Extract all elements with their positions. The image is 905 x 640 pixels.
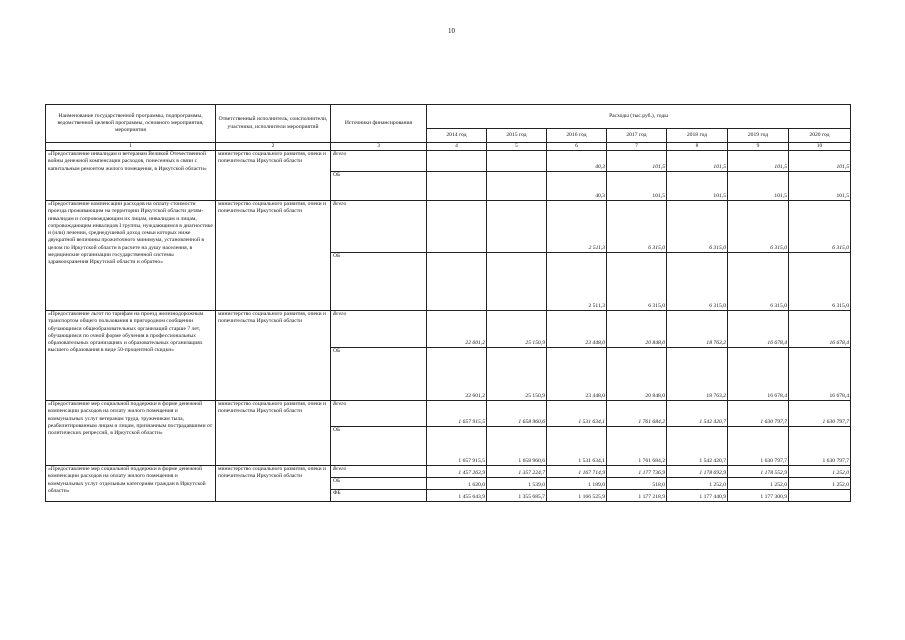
value-cell: 1 542 420,7: [667, 427, 728, 466]
header-expenses: Расходы (тыс.руб.), годы: [427, 105, 851, 129]
value-cell: 16 678,4: [789, 311, 851, 348]
funding-source: Всего: [331, 466, 427, 478]
column-index: 9: [728, 143, 789, 151]
value-cell: [487, 172, 547, 201]
value-cell: 1 761 684,2: [607, 427, 667, 466]
funding-source: ОБ: [331, 172, 427, 201]
value-cell: 20 848,0: [607, 348, 667, 401]
funding-source: Всего: [331, 311, 427, 348]
header-name: Наименование государственной программы, подпрограммы, ведомственной целевой программы, основного мероприятия, мероприятия: [46, 105, 216, 143]
value-cell: 1 657 915,5: [427, 401, 487, 427]
value-cell: [487, 201, 547, 253]
header-executor: Ответственный исполнитель, соисполнители, участники, исполнители мероприятий: [216, 105, 331, 143]
value-cell: 1 657 915,5: [427, 427, 487, 466]
header-year: 2019 год: [728, 129, 789, 143]
value-cell: 1 658 960,6: [487, 401, 547, 427]
column-index: 2: [216, 143, 331, 151]
value-cell: 23 448,0: [547, 311, 607, 348]
table-row: [46, 201, 851, 253]
value-cell: 1 178 692,9: [667, 466, 728, 478]
value-cell: 25 150,9: [487, 348, 547, 401]
value-cell: 1 658 960,6: [487, 427, 547, 466]
measure-name: «Предоставление мер социальной поддержки в форме денежной компенсации расходов на оплату жилого помещения и коммунальных услуг ветеранам труда, труженикам тыла, реабилитированным лицам и лицам, признанным пострадавшими от политических репрессий, в Иркутской области»: [46, 401, 216, 466]
table-row: [46, 466, 851, 478]
table-row: [46, 401, 851, 427]
column-index: 1: [46, 143, 216, 151]
measure-executor: министерство социального развития, опеки и попечительства Иркутской области: [216, 311, 331, 401]
value-cell: 6 315,0: [607, 253, 667, 311]
value-cell: 6 315,0: [607, 201, 667, 253]
funding-source: ФБ: [331, 490, 427, 502]
value-cell: 20 848,0: [607, 311, 667, 348]
value-cell: [427, 201, 487, 253]
value-cell: 1 630 797,7: [728, 401, 789, 427]
value-cell: [427, 172, 487, 201]
value-cell: 518,0: [607, 478, 667, 490]
value-cell: 40,3: [547, 151, 607, 172]
value-cell: 1 630 797,7: [789, 427, 851, 466]
value-cell: 18 763,2: [667, 311, 728, 348]
value-cell: 1 355 685,7: [487, 490, 547, 502]
value-cell: 16 678,4: [728, 348, 789, 401]
value-cell: 6 315,0: [728, 253, 789, 311]
measure-executor: министерство социального развития, опеки и попечительства Иркутской области: [216, 401, 331, 466]
value-cell: 1 167 714,9: [547, 466, 607, 478]
funding-source: Всего: [331, 201, 427, 253]
measure-name: «Предоставление инвалидам и ветеранам Великой Отечественной войны денежной компенсации расходов, понесенных в связи с капитальным ремонтом жилого помещения, в Иркутской области»: [46, 151, 216, 201]
value-cell: 101,5: [789, 172, 851, 201]
funding-source: ОБ: [331, 478, 427, 490]
header-year: 2017 год: [607, 129, 667, 143]
value-cell: 1 177 440,9: [667, 490, 728, 502]
measure-name: «Предоставление льгот по тарифам на проезд железнодорожным транспортом общего пользования в пригородном сообщении обучающимся общеобразовательных организаций старше 7 лет, обучающимся по очной форме обучения в профессиональных образовательных организациях и образовательных организациях высшего образования в виде 50-процентной скидки»: [46, 311, 216, 401]
value-cell: 1 620,0: [427, 478, 487, 490]
value-cell: 1 539,0: [487, 478, 547, 490]
value-cell: 1 455 643,9: [427, 490, 487, 502]
header-year: 2020 год: [789, 129, 851, 143]
page-number: 10: [448, 27, 455, 35]
table-row: [46, 311, 851, 348]
measure-executor: министерство социального развития, опеки и попечительства Иркутской области: [216, 151, 331, 201]
value-cell: 16 678,4: [789, 348, 851, 401]
value-cell: 101,5: [607, 172, 667, 201]
value-cell: [789, 490, 851, 502]
value-cell: 25 150,9: [487, 311, 547, 348]
header-year: 2016 год: [547, 129, 607, 143]
value-cell: 40,3: [547, 172, 607, 201]
measure-executor: министерство социального развития, опеки и попечительства Иркутской области: [216, 201, 331, 311]
value-cell: 1 177 736,9: [607, 466, 667, 478]
measure-name: «Предоставление компенсации расходов на оплату стоимости проезда проживающим на территории Иркутской области детям-инвалидам и сопровождающим их лицам, инвалидам и лицам, сопровождающим инвалидов I группы, нуждающимся в диагностике и (или) лечении, среднедушевой доход семьи которых ниже двукратной величины прожиточного минимума, установленной в целом по Иркутской области в расчете на душу населения, в медицинские организации государственной системы здравоохранения Иркутской области и обратно»: [46, 201, 216, 311]
value-cell: 22 601,2: [427, 311, 487, 348]
measure-executor: министерство социального развития, опеки и попечительства Иркутской области: [216, 466, 331, 502]
header-year: 2015 год: [487, 129, 547, 143]
value-cell: 1 189,0: [547, 478, 607, 490]
column-index: 5: [487, 143, 547, 151]
value-cell: 1 252,0: [789, 466, 851, 478]
funding-source: Всего: [331, 401, 427, 427]
header-year: 2014 год: [427, 129, 487, 143]
value-cell: 1 166 525,9: [547, 490, 607, 502]
value-cell: 1 531 634,1: [547, 401, 607, 427]
column-index: 8: [667, 143, 728, 151]
column-index: 7: [607, 143, 667, 151]
value-cell: 1 252,0: [789, 478, 851, 490]
value-cell: 23 448,0: [547, 348, 607, 401]
value-cell: [487, 151, 547, 172]
value-cell: 101,5: [667, 151, 728, 172]
value-cell: 101,5: [667, 172, 728, 201]
funding-source: Всего: [331, 151, 427, 172]
table-row: [46, 151, 851, 172]
funding-source: ОБ: [331, 427, 427, 466]
value-cell: 101,5: [607, 151, 667, 172]
measure-name: «Предоставление мер социальной поддержки в форме денежной компенсации расходов на оплату жилого помещения и коммунальных услуг отдельным категориям граждан в Иркутской области»: [46, 466, 216, 502]
value-cell: 1 252,0: [667, 478, 728, 490]
column-index: 10: [789, 143, 851, 151]
value-cell: [427, 253, 487, 311]
value-cell: 1 457 263,9: [427, 466, 487, 478]
funding-source: ОБ: [331, 348, 427, 401]
index-row: [46, 143, 851, 151]
value-cell: 6 315,0: [667, 253, 728, 311]
value-cell: 18 763,2: [667, 348, 728, 401]
value-cell: [487, 253, 547, 311]
header-year: 2018 год: [667, 129, 728, 143]
value-cell: 6 315,0: [728, 201, 789, 253]
funding-source: ОБ: [331, 253, 427, 311]
value-cell: [427, 151, 487, 172]
value-cell: 1 252,0: [728, 478, 789, 490]
value-cell: 6 315,0: [789, 201, 851, 253]
column-index: 6: [547, 143, 607, 151]
value-cell: 1 542 420,7: [667, 401, 728, 427]
value-cell: 1 357 224,7: [487, 466, 547, 478]
value-cell: 6 315,0: [667, 201, 728, 253]
value-cell: 1 178 552,9: [728, 466, 789, 478]
value-cell: 6 315,0: [789, 253, 851, 311]
value-cell: 101,5: [728, 172, 789, 201]
column-index: 3: [331, 143, 427, 151]
value-cell: 1 630 797,7: [789, 401, 851, 427]
value-cell: 22 601,2: [427, 348, 487, 401]
value-cell: 2 511,3: [547, 253, 607, 311]
value-cell: 1 177 300,9: [728, 490, 789, 502]
header-source: Источники финансирования: [331, 105, 427, 143]
value-cell: 1 531 634,1: [547, 427, 607, 466]
value-cell: 101,5: [789, 151, 851, 172]
column-index: 4: [427, 143, 487, 151]
budget-table: [45, 104, 851, 502]
value-cell: 1 761 684,2: [607, 401, 667, 427]
value-cell: 1 177 218,9: [607, 490, 667, 502]
value-cell: 101,5: [728, 151, 789, 172]
value-cell: 2 511,3: [547, 201, 607, 253]
value-cell: 16 678,4: [728, 311, 789, 348]
value-cell: 1 630 797,7: [728, 427, 789, 466]
